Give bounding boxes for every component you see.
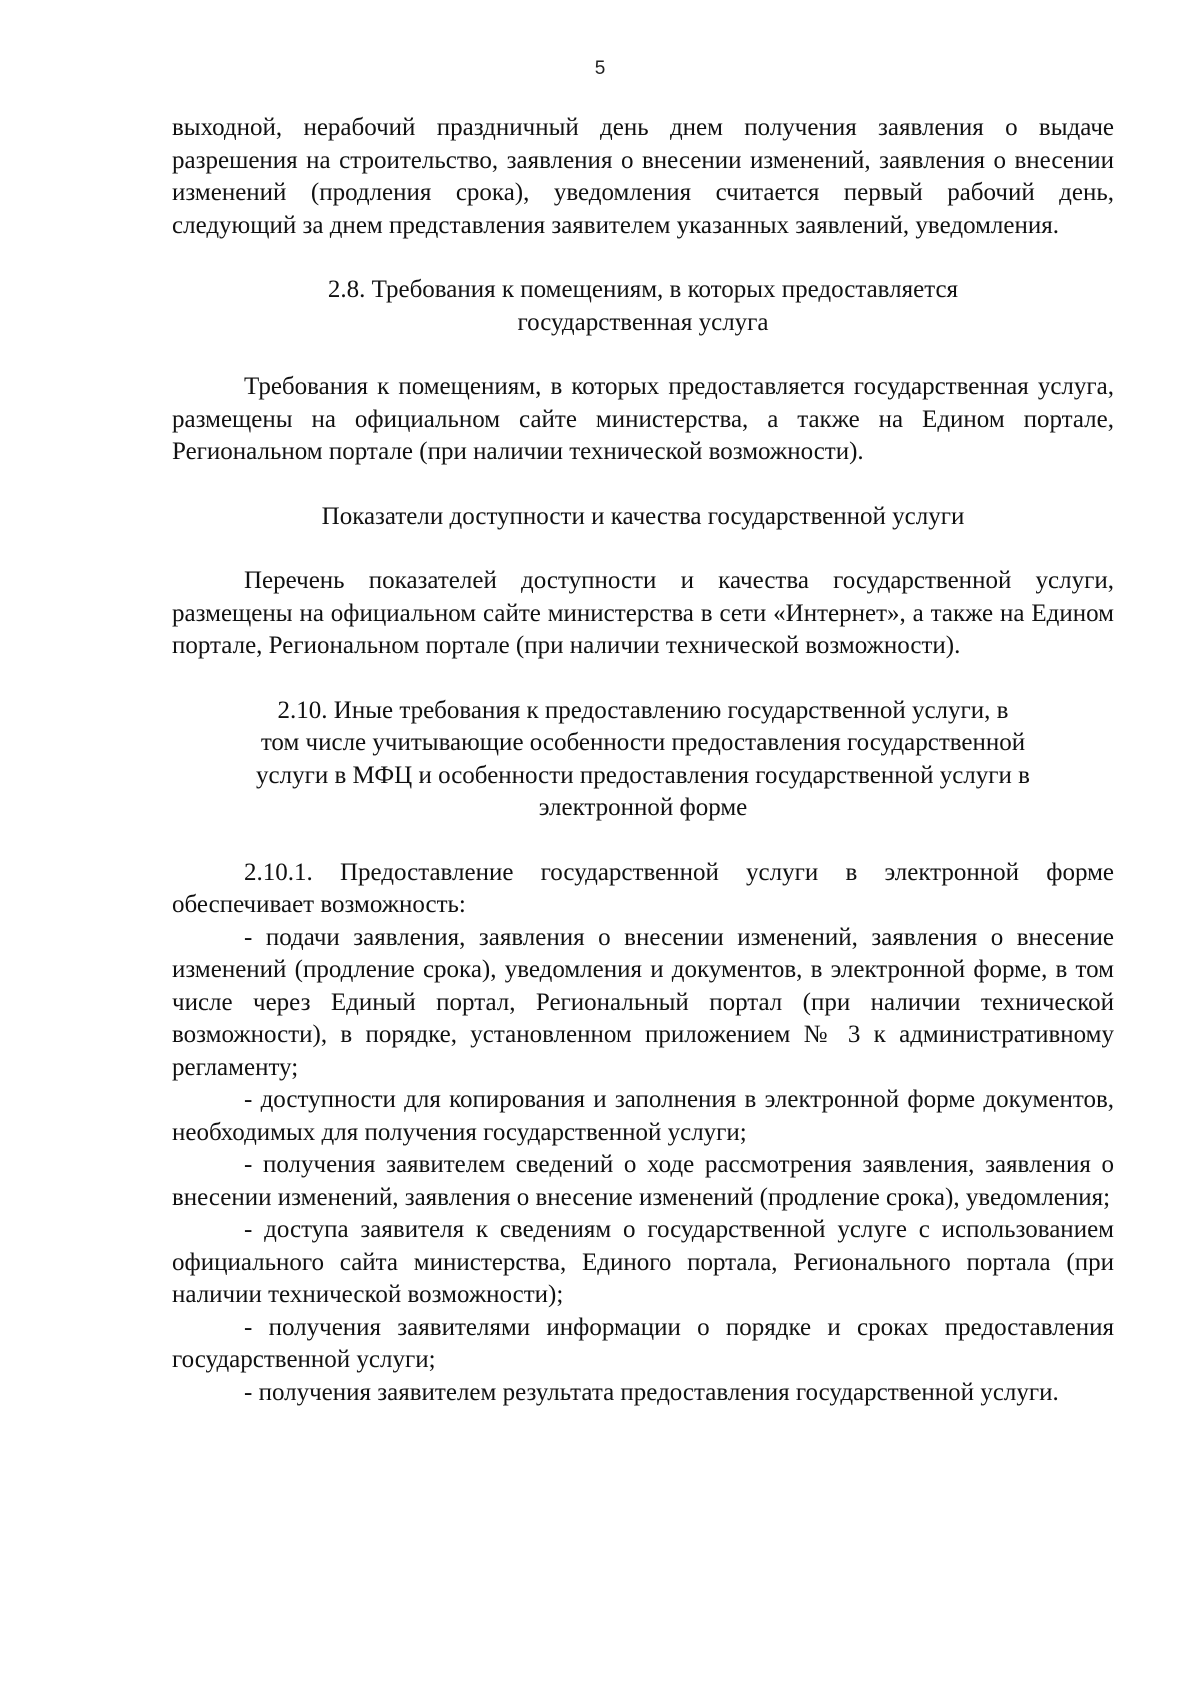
section-2-8-paragraph: Требования к помещениям, в которых предоставляется государственная услуга, размещены на официальном сайте министерства, а также на Едином портале, Региональном портале (при наличии технической возможности). [172, 373, 1114, 465]
indicators-paragraph: Перечень показателей доступности и качества государственной услуги, размещены на официальном сайте министерства в сети «Интернет», а также на Едином портале, Региональном портале (при наличии технической возможности). [172, 567, 1114, 659]
subsection-2-10-1-intro: 2.10.1. Предоставление государственной услуги в электронной форме обеспечивает возможность: [172, 858, 1114, 918]
section-2-8-heading-line-2: государственная услуга [517, 308, 769, 336]
section-2-10-heading [172, 695, 1114, 825]
section-2-10-heading-line-3: услуги в МФЦ и особенности предоставления государственной услуги в [256, 761, 1030, 789]
section-2-8-heading-line-1: 2.8. Требования к помещениям, в которых предоставляется [327, 276, 959, 303]
list-item: - доступа заявителя к сведениям о государственной услуге с использованием официального сайта министерства, Единого портала, Регионального портала (при наличии технической возможности); [172, 1216, 1114, 1308]
section-2-8-heading [172, 274, 1114, 339]
intro-paragraph: выходной, нерабочий праздничный день днем получения заявления о выдаче разрешения на строительство, заявления о внесении изменений, заявления о внесении изменений (продления срока), уведомления считается первый рабочий день, следующий за днем представления заявителем указанных заявлений, уведомления. [172, 114, 1114, 239]
list-item: - получения заявителем результата предоставления государственной услуги. [244, 1378, 1059, 1406]
section-2-10-heading-line-4: электронной форме [538, 794, 748, 821]
page-number: 5 [594, 58, 606, 79]
list-item: - доступности для копирования и заполнения в электронной форме документов, необходимых для получения государственной услуги; [172, 1086, 1114, 1146]
list-item: - подачи заявления, заявления о внесении изменений, заявления о внесение изменений (продление срока), уведомления и документов, в электронной форме, в том числе через Единый портал, Региональный портал (при наличии технической возможности), в порядке, установленном приложением № 3 к административному регламенту; [172, 923, 1114, 1081]
section-2-10-heading-line-2: том числе учитывающие особенности предоставления государственной [260, 729, 1026, 756]
list-item: - получения заявителями информации о порядке и сроках предоставления государственной услуги; [172, 1313, 1114, 1373]
document-body [172, 112, 1114, 1409]
section-2-10-heading-line-1: 2.10. Иные требования к предоставлению государственной услуги, в [277, 696, 1009, 724]
indicators-heading: Показатели доступности и качества государственной услуги [321, 502, 965, 530]
list-item: - получения заявителем сведений о ходе рассмотрения заявления, заявления о внесении изменений, заявления о внесение изменений (продление срока), уведомления; [172, 1151, 1114, 1211]
